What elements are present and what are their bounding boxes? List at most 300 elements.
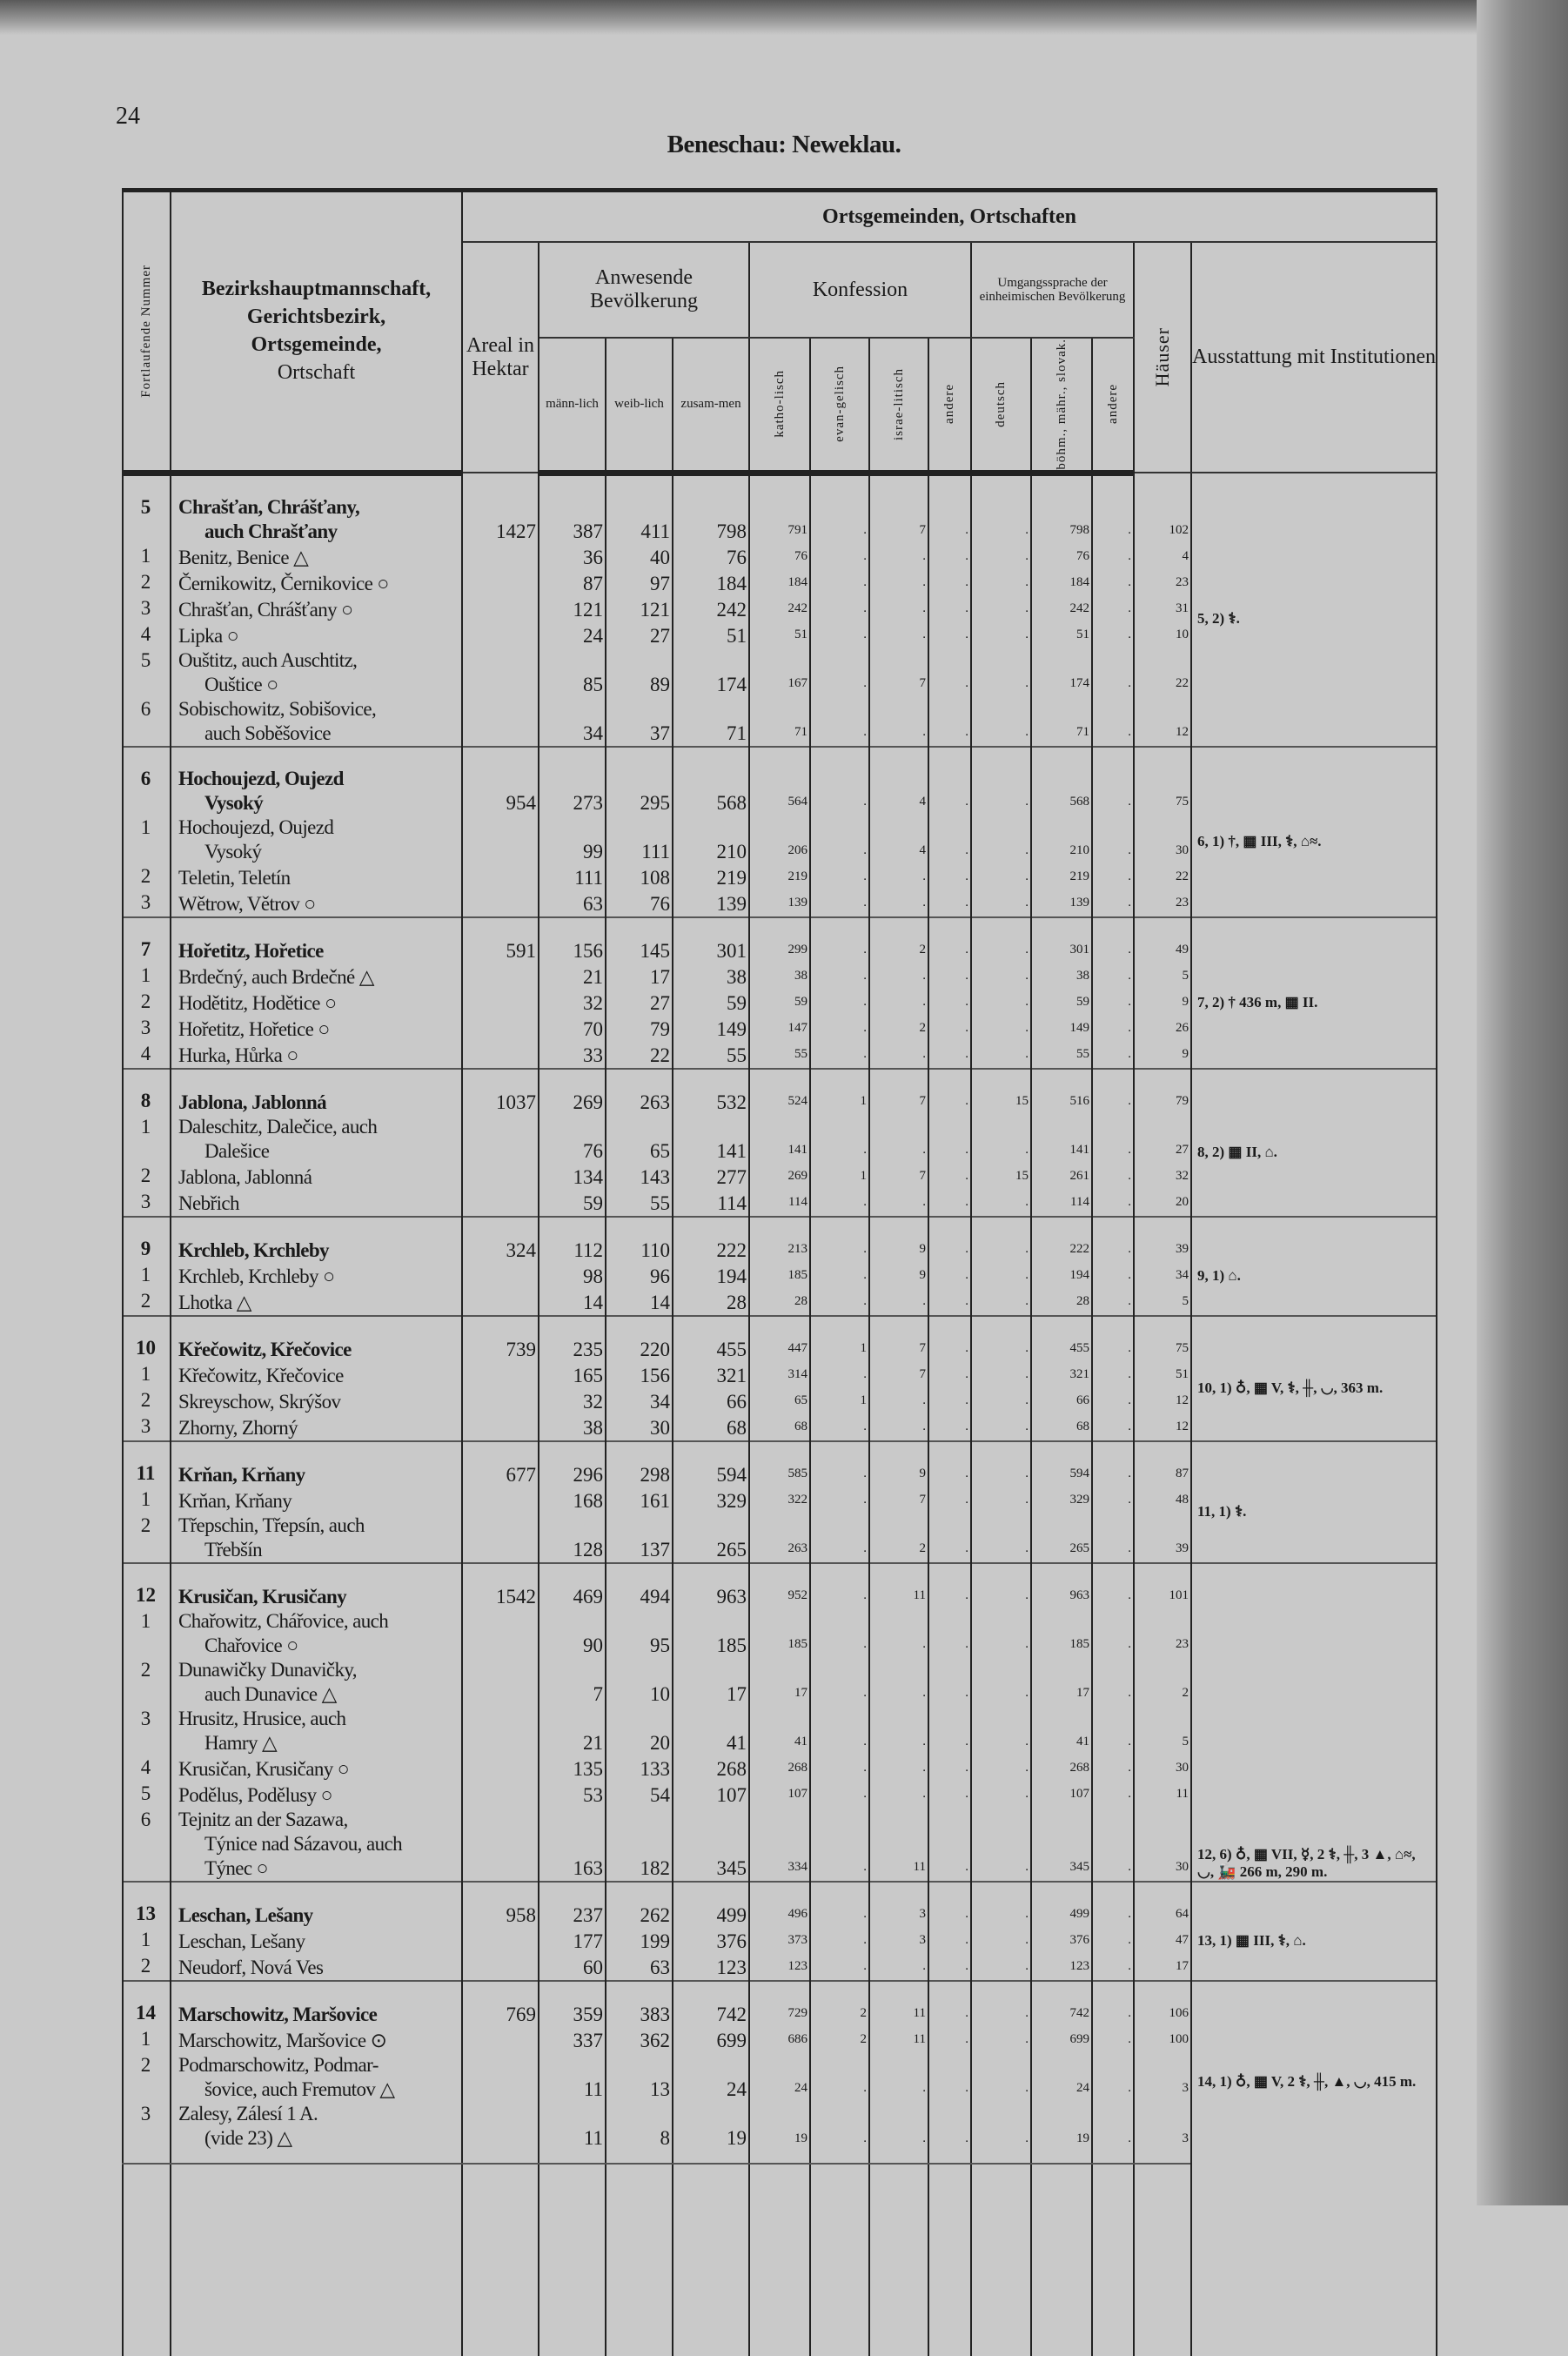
value-boehm: 41: [1031, 1707, 1092, 1755]
value-boehm: 55: [1031, 1042, 1092, 1069]
value-boehm: 76: [1031, 544, 1092, 570]
place-name: [171, 1755, 462, 1782]
value-deutsch: .: [971, 2102, 1031, 2164]
value-katholisch: 206: [749, 816, 810, 864]
value-israelitisch: .: [869, 890, 928, 917]
value-weiblich: 54: [606, 1782, 673, 1808]
value-boehm: 594: [1031, 1441, 1092, 1487]
value-katholisch: 123: [749, 1954, 810, 1981]
value-maennlich: 14: [539, 1289, 606, 1316]
place-name: [171, 1069, 462, 1115]
ausstattung-cell: [1191, 917, 1437, 1069]
ausstattung-cell: [1191, 1882, 1437, 1981]
value-evangelisch: .: [810, 1609, 869, 1658]
value-andere2: .: [1092, 544, 1134, 570]
value-andere: .: [928, 1414, 971, 1441]
areal-value: [462, 1042, 539, 1069]
ausstattung-cell: [1191, 1069, 1437, 1217]
place-name-line: Třepschin, Třepsín, auch: [178, 1514, 365, 1536]
value-haeuser: 9: [1134, 1042, 1191, 1069]
value-weiblich: 95: [606, 1609, 673, 1658]
value-andere: .: [928, 1808, 971, 1882]
place-name-line: Jablona, Jablonná: [178, 1091, 327, 1113]
row-number: 6: [123, 747, 171, 816]
row-number: 4: [123, 1755, 171, 1782]
value-maennlich: 177: [539, 1928, 606, 1954]
value-weiblich: 133: [606, 1755, 673, 1782]
row-number: 8: [123, 1069, 171, 1115]
value-weiblich: 79: [606, 1016, 673, 1042]
value-katholisch: 24: [749, 2053, 810, 2102]
value-andere2: .: [1092, 2053, 1134, 2102]
value-maennlich: 112: [539, 1217, 606, 1263]
value-katholisch: 59: [749, 990, 810, 1016]
group-header: Ortsgemeinden, Ortschaften: [462, 191, 1437, 243]
value-andere: .: [928, 890, 971, 917]
value-zusammen: 568: [673, 747, 749, 816]
value-boehm: 699: [1031, 2027, 1092, 2053]
value-zusammen: 301: [673, 917, 749, 963]
value-haeuser: 12: [1134, 1414, 1191, 1441]
row-number: 1: [123, 1263, 171, 1289]
ausstattung-cell: [1191, 1316, 1437, 1441]
place-name-line: Hurka, Hůrka ○: [178, 1044, 298, 1066]
place-name-line: (vide 23) △: [204, 2126, 292, 2149]
place-name-line: Daleschitz, Dalečice, auch: [178, 1115, 378, 1138]
value-maennlich: 7: [539, 1658, 606, 1707]
value-maennlich: 87: [539, 570, 606, 596]
value-haeuser: 49: [1134, 917, 1191, 963]
value-maennlich: 70: [539, 1016, 606, 1042]
value-zusammen: 38: [673, 963, 749, 990]
areal-value: [462, 1362, 539, 1388]
place-name-line: Krňan, Krňany: [178, 1489, 292, 1512]
empty-cell: [1134, 2164, 1191, 2356]
value-weiblich: 137: [606, 1514, 673, 1563]
place-name-line: Černikowitz, Černikovice ○: [178, 572, 389, 594]
ausstattung-text: 5, 2) ⚕.: [1197, 610, 1240, 628]
value-weiblich: 108: [606, 864, 673, 890]
row-number: 9: [123, 1217, 171, 1263]
value-andere2: .: [1092, 2027, 1134, 2053]
value-deutsch: .: [971, 1016, 1031, 1042]
value-katholisch: 268: [749, 1755, 810, 1782]
value-weiblich: 30: [606, 1414, 673, 1441]
value-andere2: .: [1092, 917, 1134, 963]
value-haeuser: 30: [1134, 1755, 1191, 1782]
place-name: [171, 2053, 462, 2102]
place-name: [171, 2027, 462, 2053]
row-number: 7: [123, 917, 171, 963]
value-katholisch: 55: [749, 1042, 810, 1069]
value-maennlich: 24: [539, 622, 606, 648]
value-boehm: 798: [1031, 473, 1092, 544]
place-name-line: Hamry △: [204, 1731, 278, 1754]
value-israelitisch: 7: [869, 1316, 928, 1362]
row-number: 2: [123, 990, 171, 1016]
value-zusammen: 141: [673, 1115, 749, 1164]
value-haeuser: 11: [1134, 1782, 1191, 1808]
value-haeuser: 5: [1134, 963, 1191, 990]
value-haeuser: 64: [1134, 1882, 1191, 1928]
value-maennlich: 33: [539, 1042, 606, 1069]
value-andere2: .: [1092, 1563, 1134, 1609]
value-israelitisch: 7: [869, 648, 928, 697]
value-maennlich: 296: [539, 1441, 606, 1487]
value-deutsch: .: [971, 1414, 1031, 1441]
value-israelitisch: 11: [869, 1563, 928, 1609]
ausstattung-text: 8, 2) ▦ II, ⌂.: [1197, 1143, 1277, 1160]
value-zusammen: 210: [673, 816, 749, 864]
value-deutsch: .: [971, 1362, 1031, 1388]
value-weiblich: 199: [606, 1928, 673, 1954]
value-haeuser: 10: [1134, 622, 1191, 648]
areal-value: 591: [462, 917, 539, 963]
value-maennlich: 34: [539, 697, 606, 747]
value-evangelisch: .: [810, 1882, 869, 1928]
value-deutsch: .: [971, 747, 1031, 816]
value-deutsch: .: [971, 1707, 1031, 1755]
value-israelitisch: .: [869, 1707, 928, 1755]
place-name-line: Hochoujezd, Oujezd: [178, 767, 344, 789]
value-weiblich: 20: [606, 1707, 673, 1755]
value-deutsch: .: [971, 816, 1031, 864]
value-weiblich: 263: [606, 1069, 673, 1115]
value-haeuser: 5: [1134, 1707, 1191, 1755]
value-weiblich: 110: [606, 1217, 673, 1263]
value-katholisch: 299: [749, 917, 810, 963]
col-andere-header: andere: [928, 338, 971, 473]
value-haeuser: 87: [1134, 1441, 1191, 1487]
value-katholisch: 334: [749, 1808, 810, 1882]
value-katholisch: 791: [749, 473, 810, 544]
row-number: 2: [123, 864, 171, 890]
value-boehm: 114: [1031, 1190, 1092, 1217]
place-name-line: Zhorny, Zhorný: [178, 1416, 298, 1439]
value-evangelisch: 1: [810, 1069, 869, 1115]
place-name-line: Hrusitz, Hrusice, auch: [178, 1707, 346, 1729]
value-deutsch: .: [971, 1782, 1031, 1808]
value-katholisch: 107: [749, 1782, 810, 1808]
value-andere2: .: [1092, 622, 1134, 648]
value-zusammen: 594: [673, 1441, 749, 1487]
value-weiblich: 182: [606, 1808, 673, 1882]
place-name-line: Wětrow, Větrov ○: [178, 892, 316, 915]
value-deutsch: .: [971, 622, 1031, 648]
value-israelitisch: 2: [869, 1514, 928, 1563]
place-name: [171, 963, 462, 990]
areal-value: [462, 1487, 539, 1514]
place-name: [171, 1658, 462, 1707]
value-maennlich: 168: [539, 1487, 606, 1514]
place-name: [171, 1981, 462, 2027]
place-name-line: auch Chrašťany: [204, 520, 338, 542]
value-weiblich: 63: [606, 1954, 673, 1981]
value-andere2: .: [1092, 1115, 1134, 1164]
value-haeuser: 5: [1134, 1289, 1191, 1316]
value-evangelisch: .: [810, 1487, 869, 1514]
table-row-gemeinde: [123, 1316, 1437, 1362]
value-weiblich: 362: [606, 2027, 673, 2053]
value-boehm: 268: [1031, 1755, 1092, 1782]
value-andere2: .: [1092, 1808, 1134, 1882]
areal-value: [462, 1016, 539, 1042]
value-evangelisch: .: [810, 1362, 869, 1388]
value-andere: .: [928, 1069, 971, 1115]
value-weiblich: 17: [606, 963, 673, 990]
areal-value: [462, 2027, 539, 2053]
place-name-line: Hořetitz, Hořetice ○: [178, 1017, 330, 1040]
place-name: [171, 1808, 462, 1882]
value-boehm: 17: [1031, 1658, 1092, 1707]
value-zusammen: 532: [673, 1069, 749, 1115]
place-name: [171, 990, 462, 1016]
table-filler-row: [123, 2164, 1437, 2356]
place-name-line: Krusičan, Krusičany ○: [178, 1757, 350, 1780]
value-andere2: .: [1092, 1289, 1134, 1316]
areal-value: [462, 890, 539, 917]
areal-value: [462, 990, 539, 1016]
value-weiblich: 494: [606, 1563, 673, 1609]
value-deutsch: .: [971, 1981, 1031, 2027]
areal-value: 324: [462, 1217, 539, 1263]
value-maennlich: 11: [539, 2102, 606, 2164]
value-evangelisch: .: [810, 697, 869, 747]
value-katholisch: 68: [749, 1414, 810, 1441]
place-name-line: Krchleb, Krchleby ○: [178, 1265, 335, 1287]
areal-value: [462, 1115, 539, 1164]
value-maennlich: 128: [539, 1514, 606, 1563]
col-israelitisch-header: israe-litisch: [869, 338, 928, 473]
value-katholisch: 185: [749, 1263, 810, 1289]
value-maennlich: 337: [539, 2027, 606, 2053]
value-andere: .: [928, 1707, 971, 1755]
value-katholisch: 184: [749, 570, 810, 596]
value-weiblich: 34: [606, 1388, 673, 1414]
place-name: [171, 596, 462, 622]
value-boehm: 242: [1031, 596, 1092, 622]
row-number: 2: [123, 1658, 171, 1707]
place-name-line: Vysoký: [204, 840, 262, 863]
row-number: 3: [123, 1414, 171, 1441]
value-evangelisch: .: [810, 816, 869, 864]
place-name-line: Týnice nad Sázavou, auch: [204, 1832, 402, 1855]
row-number: 2: [123, 2053, 171, 2102]
value-deutsch: .: [971, 1316, 1031, 1362]
value-katholisch: 19: [749, 2102, 810, 2164]
value-katholisch: 185: [749, 1609, 810, 1658]
ausstattung-cell: [1191, 747, 1437, 917]
value-andere: .: [928, 1164, 971, 1190]
value-haeuser: 30: [1134, 816, 1191, 864]
place-name: [171, 1514, 462, 1563]
place-name-line: Chařovice ○: [204, 1634, 298, 1656]
col-maennlich-header: männ-lich: [539, 338, 606, 473]
value-israelitisch: .: [869, 2053, 928, 2102]
row-number: 11: [123, 1441, 171, 1487]
value-andere: .: [928, 1190, 971, 1217]
value-zusammen: 19: [673, 2102, 749, 2164]
areal-value: 677: [462, 1441, 539, 1487]
row-number: 1: [123, 1609, 171, 1658]
place-name: [171, 1609, 462, 1658]
ausstattung-text: 14, 1) ♁, ▦ V, 2 ⚕, ╫, ▲, ◡, 415 m.: [1197, 2073, 1417, 2091]
ausstattung-cell: [1191, 1217, 1437, 1316]
value-andere: .: [928, 917, 971, 963]
areal-value: 958: [462, 1882, 539, 1928]
value-katholisch: 524: [749, 1069, 810, 1115]
empty-cell: [673, 2164, 749, 2356]
value-zusammen: 321: [673, 1362, 749, 1388]
row-number: 6: [123, 1808, 171, 1882]
row-number: 1: [123, 816, 171, 864]
value-haeuser: 48: [1134, 1487, 1191, 1514]
value-weiblich: 22: [606, 1042, 673, 1069]
place-name: [171, 1707, 462, 1755]
place-name: [171, 1928, 462, 1954]
value-maennlich: 111: [539, 864, 606, 890]
value-evangelisch: .: [810, 1658, 869, 1707]
value-haeuser: 32: [1134, 1164, 1191, 1190]
value-katholisch: 76: [749, 544, 810, 570]
areal-value: 769: [462, 1981, 539, 2027]
value-andere: .: [928, 2027, 971, 2053]
row-number: 3: [123, 1016, 171, 1042]
value-maennlich: 21: [539, 1707, 606, 1755]
value-katholisch: 147: [749, 1016, 810, 1042]
place-name: [171, 1388, 462, 1414]
areal-value: [462, 1954, 539, 1981]
value-katholisch: 729: [749, 1981, 810, 2027]
place-name-line: Podělus, Podělusy ○: [178, 1783, 332, 1806]
value-boehm: 24: [1031, 2053, 1092, 2102]
value-katholisch: 496: [749, 1882, 810, 1928]
value-katholisch: 322: [749, 1487, 810, 1514]
table-row-gemeinde: [123, 1981, 1437, 2027]
value-andere: .: [928, 747, 971, 816]
value-israelitisch: 4: [869, 816, 928, 864]
value-katholisch: 41: [749, 1707, 810, 1755]
row-number: 1: [123, 1487, 171, 1514]
value-boehm: 261: [1031, 1164, 1092, 1190]
value-haeuser: 102: [1134, 473, 1191, 544]
ausstattung-text: 13, 1) ▦ III, ⚕, ⌂.: [1197, 1931, 1306, 1949]
place-name-line: Leschan, Lešany: [178, 1930, 305, 1952]
value-deutsch: .: [971, 1190, 1031, 1217]
row-number: 1: [123, 1362, 171, 1388]
value-boehm: 321: [1031, 1362, 1092, 1388]
col-name-header: Bezirkshauptmannschaft, Gerichtsbezirk, Ortsgemeinde, Ortschaft: [171, 191, 462, 473]
value-zusammen: 242: [673, 596, 749, 622]
value-evangelisch: .: [810, 1563, 869, 1609]
value-israelitisch: .: [869, 1042, 928, 1069]
value-andere2: .: [1092, 1928, 1134, 1954]
place-name-line: Chařowitz, Chářovice, auch: [178, 1609, 389, 1632]
value-katholisch: 686: [749, 2027, 810, 2053]
value-evangelisch: .: [810, 1115, 869, 1164]
place-name-line: Hodětitz, Hodětice ○: [178, 991, 337, 1014]
place-name: [171, 1414, 462, 1441]
value-haeuser: 75: [1134, 747, 1191, 816]
value-boehm: 219: [1031, 864, 1092, 890]
value-israelitisch: .: [869, 1609, 928, 1658]
ausstattung-text: 6, 1) †, ▦ III, ⚕, ⌂≈.: [1197, 832, 1322, 849]
value-deutsch: .: [971, 697, 1031, 747]
value-zusammen: 28: [673, 1289, 749, 1316]
value-katholisch: 242: [749, 596, 810, 622]
value-katholisch: 564: [749, 747, 810, 816]
value-israelitisch: .: [869, 1289, 928, 1316]
value-andere: .: [928, 1882, 971, 1928]
value-andere2: .: [1092, 1164, 1134, 1190]
value-zusammen: 194: [673, 1263, 749, 1289]
place-name: [171, 816, 462, 864]
value-andere2: .: [1092, 1707, 1134, 1755]
value-andere: .: [928, 1563, 971, 1609]
value-deutsch: .: [971, 1882, 1031, 1928]
value-israelitisch: .: [869, 544, 928, 570]
value-evangelisch: .: [810, 1808, 869, 1882]
value-boehm: 51: [1031, 622, 1092, 648]
value-weiblich: 55: [606, 1190, 673, 1217]
value-deutsch: .: [971, 1563, 1031, 1609]
value-deutsch: .: [971, 648, 1031, 697]
areal-value: [462, 1755, 539, 1782]
value-andere2: .: [1092, 747, 1134, 816]
value-maennlich: 156: [539, 917, 606, 963]
value-evangelisch: .: [810, 473, 869, 544]
value-deutsch: .: [971, 1115, 1031, 1164]
value-deutsch: .: [971, 1388, 1031, 1414]
value-zusammen: 798: [673, 473, 749, 544]
value-zusammen: 184: [673, 570, 749, 596]
place-name: [171, 1362, 462, 1388]
value-zusammen: 59: [673, 990, 749, 1016]
value-israelitisch: 7: [869, 1487, 928, 1514]
value-andere: .: [928, 1658, 971, 1707]
value-boehm: 376: [1031, 1928, 1092, 1954]
empty-cell: [462, 2164, 539, 2356]
value-israelitisch: 9: [869, 1441, 928, 1487]
value-zusammen: 17: [673, 1658, 749, 1707]
place-name: [171, 747, 462, 816]
areal-value: 954: [462, 747, 539, 816]
value-haeuser: 3: [1134, 2102, 1191, 2164]
value-evangelisch: .: [810, 1954, 869, 1981]
value-andere: .: [928, 1782, 971, 1808]
place-name-line: Marschowitz, Maršovice ⊙: [178, 2029, 387, 2051]
value-andere: .: [928, 473, 971, 544]
value-zusammen: 114: [673, 1190, 749, 1217]
value-evangelisch: .: [810, 1289, 869, 1316]
value-haeuser: 2: [1134, 1658, 1191, 1707]
value-israelitisch: 9: [869, 1263, 928, 1289]
value-zusammen: 329: [673, 1487, 749, 1514]
areal-value: [462, 697, 539, 747]
place-name-line: Lipka ○: [178, 624, 239, 647]
value-andere: .: [928, 2053, 971, 2102]
value-zusammen: 699: [673, 2027, 749, 2053]
value-israelitisch: 11: [869, 1981, 928, 2027]
value-andere2: .: [1092, 473, 1134, 544]
row-number: 1: [123, 2027, 171, 2053]
row-number: 3: [123, 2102, 171, 2164]
place-name: [171, 1316, 462, 1362]
value-evangelisch: .: [810, 963, 869, 990]
table-body: [123, 473, 1437, 2356]
value-deutsch: .: [971, 473, 1031, 544]
row-number: 1: [123, 1115, 171, 1164]
